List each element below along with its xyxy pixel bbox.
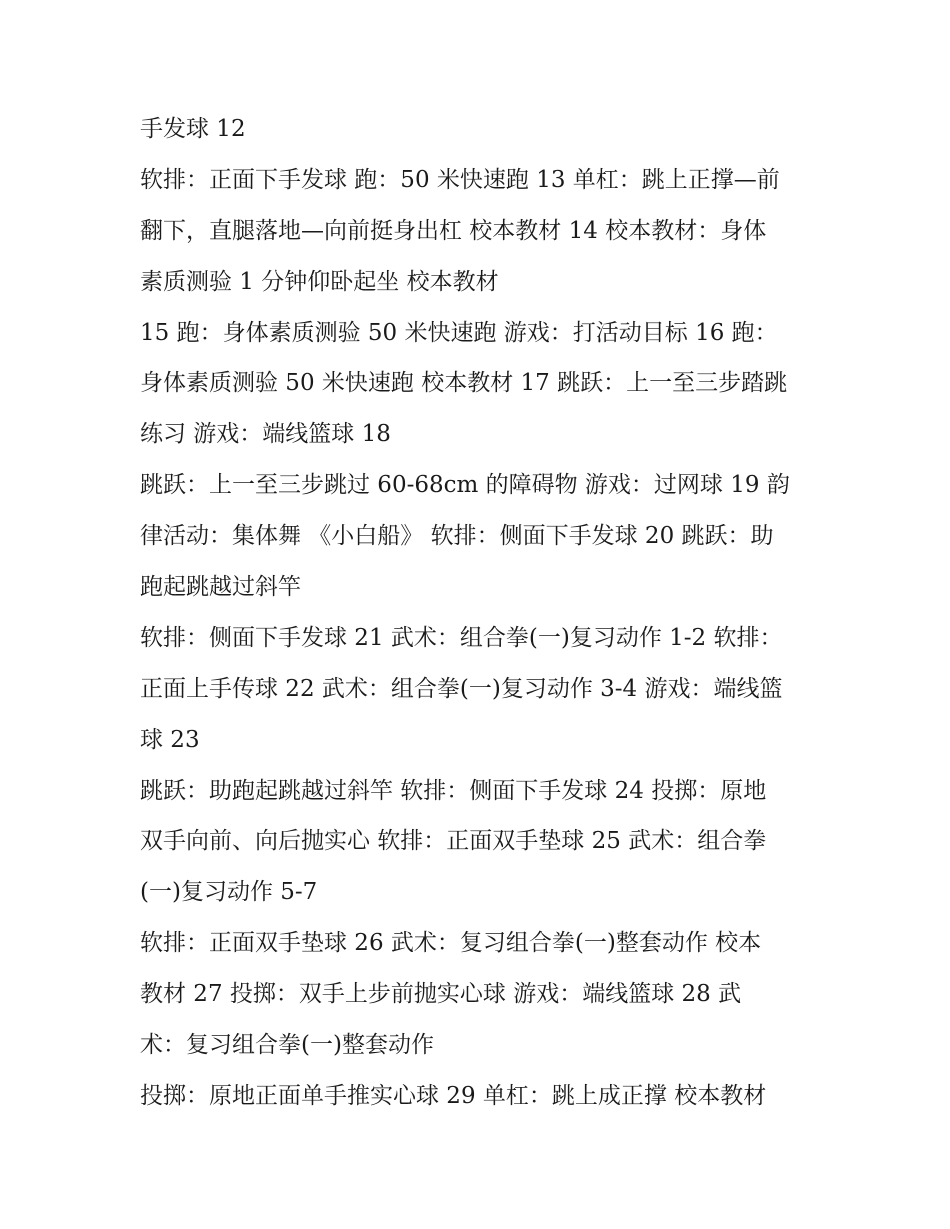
text-line: 球 23: [140, 726, 200, 753]
text-line: 术：复习组合拳(一)整套动作: [140, 1032, 434, 1059]
text-line: 正面上手传球 22 武术：组合拳(一)复习动作 3-4 游戏：端线篮: [140, 675, 783, 702]
text-line: 跳跃：上一至三步跳过 60-68cm 的障碍物 游戏：过网球 19 韵: [140, 472, 790, 499]
text-line: 软排：正面下手发球 跑：50 米快速跑 13 单杠：跳上正撑—前: [140, 166, 780, 193]
text-line: 15 跑：身体素质测验 50 米快速跑 游戏：打活动目标 16 跑：: [140, 319, 778, 346]
text-line: 软排：正面双手垫球 26 武术：复习组合拳(一)整套动作 校本: [140, 930, 762, 957]
text-line: 手发球 12: [140, 116, 246, 142]
text-line: 投掷：原地正面单手推实心球 29 单杠：跳上成正撑 校本教材: [140, 1082, 767, 1109]
text-line: 律活动：集体舞 《小白船》 软排：侧面下手发球 20 跳跃：助: [140, 523, 774, 550]
text-line: 教材 27 投掷：双手上步前抛实心球 游戏：端线篮球 28 武: [140, 981, 742, 1008]
text-line: (一)复习动作 5-7: [140, 879, 318, 906]
text-line: 身体素质测验 50 米快速跑 校本教材 17 跳跃：上一至三步踏跳: [140, 370, 788, 397]
text-line: 跳跃：助跑起跳越过斜竿 软排：侧面下手发球 24 投掷：原地: [140, 777, 767, 804]
text-line: 跑起跳越过斜竿: [140, 574, 301, 601]
text-line: 练习 游戏：端线篮球 18: [140, 421, 391, 448]
body-text: [140, 112, 820, 1130]
text-line: 翻下，直腿落地—向前挺身出杠 校本教材 14 校本教材：身体: [140, 217, 767, 244]
text-line: 软排：侧面下手发球 21 武术：组合拳(一)复习动作 1-2 软排：: [140, 624, 783, 651]
text-line: 双手向前、向后抛实心 软排：正面双手垫球 25 武术：组合拳: [140, 828, 767, 855]
text-line: 素质测验 1 分钟仰卧起坐 校本教材: [140, 268, 499, 295]
